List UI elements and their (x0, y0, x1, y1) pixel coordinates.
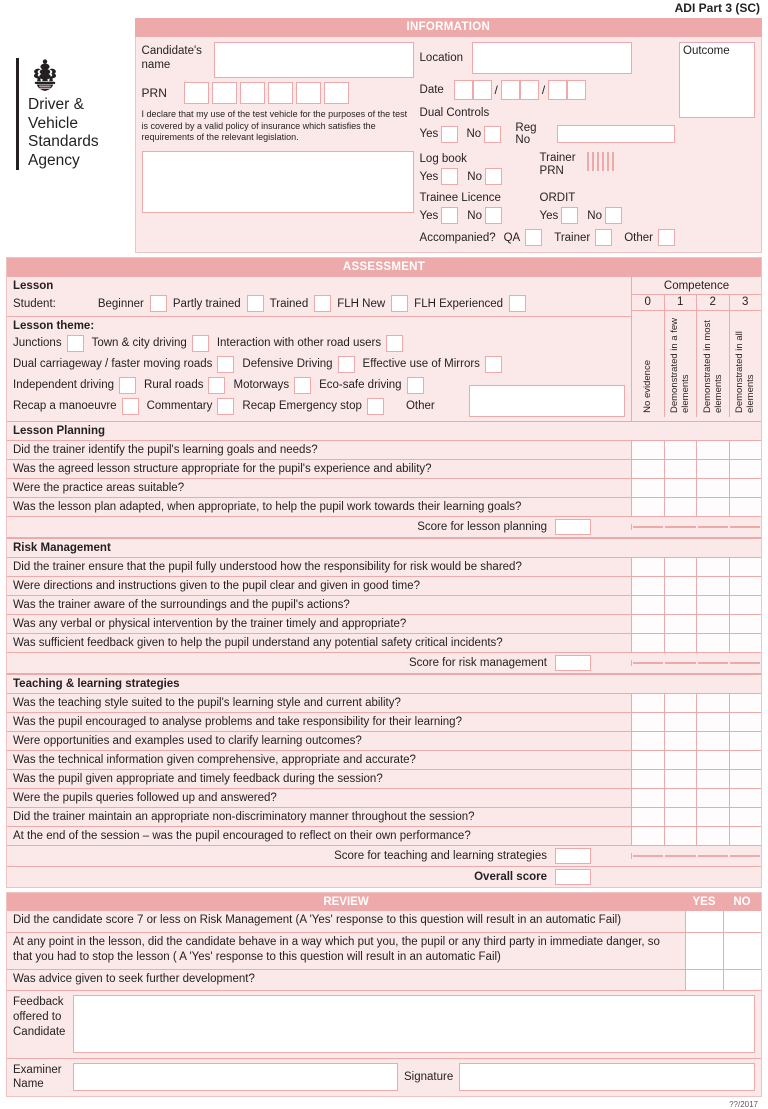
student-flh-new-checkbox[interactable] (391, 295, 408, 312)
theme-other-input[interactable] (469, 385, 625, 417)
theme-row-2 (13, 354, 625, 375)
ordit-label: ORDIT (539, 192, 576, 204)
score-cell-2[interactable] (697, 615, 730, 633)
review-section (6, 892, 762, 1097)
score-cell-0[interactable] (633, 662, 663, 664)
score-cell-1[interactable] (665, 479, 698, 497)
trainer-prn-box-1[interactable] (587, 152, 589, 171)
ordit-yes-label: Yes (539, 209, 559, 222)
score-cell-3[interactable] (730, 694, 762, 712)
candidate-name-label: Candidate's name (141, 45, 202, 71)
score-cell-2[interactable] (697, 460, 730, 478)
review-no-cell[interactable] (723, 933, 761, 969)
information-section (6, 18, 762, 253)
trainee-licence-yes-label: Yes (419, 209, 439, 222)
score-cell-2[interactable] (697, 634, 730, 652)
ordit-no-label: No (587, 209, 602, 222)
theme-independent-driving-label: Independent driving (13, 379, 115, 391)
score-cell-0[interactable] (632, 713, 665, 731)
student-row (7, 294, 631, 316)
date-year-box-1[interactable] (548, 80, 567, 100)
prn-box-5[interactable] (296, 82, 321, 104)
theme-recap-emergency-stop-checkbox[interactable] (367, 398, 384, 415)
student-option-flh-new-label: FLH New (337, 297, 386, 310)
log-book-yes-label: Yes (419, 170, 439, 183)
score-cell-2[interactable] (697, 751, 730, 769)
score-cell-1[interactable] (665, 713, 698, 731)
information-right-column (675, 42, 755, 246)
information-middle-column (414, 42, 675, 246)
score-cell-0[interactable] (632, 732, 665, 750)
score-cell-2[interactable] (697, 577, 730, 595)
competence-desc-1: Demonstrated in a few elements (669, 317, 692, 413)
theme-junctions-checkbox[interactable] (67, 335, 84, 352)
score-cell-2[interactable] (697, 479, 730, 497)
score-cell-0[interactable] (632, 827, 665, 845)
score-cell-1[interactable] (665, 558, 698, 576)
score-cell-1[interactable] (665, 732, 698, 750)
student-partly-trained-checkbox[interactable] (247, 295, 264, 312)
insurance-declaration-text: I declare that my use of the test vehicle for the purposes of the test is covered by a valid policy of insurance which satisfies the requirements of the relevant legislation. (141, 109, 408, 143)
question-row (7, 460, 761, 479)
competence-column (631, 277, 761, 421)
theme-junctions-label: Junctions (13, 337, 62, 349)
score-cell-3[interactable] (730, 615, 762, 633)
student-option-partly-trained-label: Partly trained (172, 297, 241, 310)
examiner-name-input[interactable] (73, 1063, 398, 1091)
score-cell-1[interactable] (665, 789, 698, 807)
score-cell-0[interactable] (632, 789, 665, 807)
question-text: Were the pupils queries followed up and answered? (13, 791, 277, 804)
outcome-label: Outcome (683, 45, 730, 57)
review-row-1 (7, 911, 761, 933)
score-cell-0[interactable] (632, 596, 665, 614)
trainer-prn-box-4[interactable] (602, 152, 604, 171)
score-cell-3[interactable] (730, 479, 762, 497)
theme-recap-manoeuvre-checkbox[interactable] (122, 398, 139, 415)
question-row (7, 479, 761, 498)
question-text: Was the pupil given appropriate and timely feedback during the session? (13, 772, 383, 785)
date-label: Date (419, 84, 444, 96)
competence-number-0: 0 (632, 295, 665, 310)
score-cell-3[interactable] (730, 577, 762, 595)
score-cell-2[interactable] (697, 558, 730, 576)
signature-input[interactable] (459, 1063, 755, 1091)
information-band-title: INFORMATION (135, 18, 762, 37)
score-cell-1[interactable] (665, 526, 695, 528)
score-input-risk-management[interactable] (555, 655, 591, 671)
score-cell-3[interactable] (730, 855, 760, 857)
trainer-prn-box-3[interactable] (597, 152, 599, 171)
dvsa-logo (6, 18, 135, 253)
location-input[interactable] (472, 42, 632, 74)
lesson-heading: Lesson (13, 280, 54, 292)
signature-label: Signature (404, 1071, 454, 1083)
score-cell-2[interactable] (698, 855, 728, 857)
score-cell-3[interactable] (730, 662, 760, 664)
dual-controls-label: Dual Controls (419, 107, 490, 119)
section-teaching-learning-strategies (7, 674, 761, 887)
theme-motorways-label: Motorways (233, 379, 290, 391)
score-cell-2[interactable] (697, 789, 730, 807)
royal-crest-icon (28, 58, 62, 92)
score-input-lesson-planning[interactable] (555, 519, 591, 535)
score-cell-3[interactable] (730, 596, 762, 614)
score-cell-3[interactable] (730, 558, 762, 576)
theme-defensive-driving-label: Defensive Driving (242, 358, 333, 370)
score-cell-0[interactable] (632, 479, 665, 497)
question-row (7, 634, 761, 653)
score-cell-2[interactable] (698, 662, 728, 664)
outcome-field[interactable] (679, 42, 755, 118)
score-cell-3[interactable] (730, 808, 762, 826)
question-row (7, 558, 761, 577)
question-text: Was sufficient feedback given to help the pupil understand any potential safety critical incidents? (13, 636, 503, 649)
score-cell-1[interactable] (665, 596, 698, 614)
score-row-teaching-learning (7, 846, 761, 867)
candidate-name-input[interactable] (214, 42, 414, 78)
document-header (6, 0, 762, 18)
theme-rural-roads-label: Rural roads (144, 379, 204, 391)
assessment-section (6, 257, 762, 888)
score-cell-2[interactable] (698, 526, 728, 528)
logo-line-2: Standards (28, 133, 99, 150)
competence-number-row (632, 295, 761, 311)
competence-number-2: 2 (697, 295, 730, 310)
section-title-risk-management: Risk Management (7, 539, 761, 558)
score-cell-1[interactable] (665, 694, 698, 712)
section-title-lesson-planning: Lesson Planning (7, 422, 761, 441)
theme-dual-carriageway-checkbox[interactable] (217, 356, 234, 373)
score-cell-1[interactable] (665, 498, 698, 516)
trainee-licence-yes-checkbox[interactable] (441, 207, 458, 224)
declaration-signature-box[interactable] (142, 151, 414, 213)
question-row (7, 713, 761, 732)
theme-interaction-checkbox[interactable] (386, 335, 403, 352)
theme-row-1 (13, 333, 625, 354)
score-cell-3[interactable] (730, 732, 762, 750)
theme-commentary-checkbox[interactable] (217, 398, 234, 415)
score-cell-0[interactable] (632, 498, 665, 516)
review-no-cell[interactable] (723, 970, 761, 991)
score-cell-3[interactable] (730, 789, 762, 807)
score-cell-0[interactable] (632, 441, 665, 459)
student-trained-checkbox[interactable] (314, 295, 331, 312)
question-row (7, 751, 761, 770)
lesson-theme-block (7, 317, 631, 421)
question-row (7, 789, 761, 808)
score-cell-0[interactable] (632, 770, 665, 788)
score-cell-0[interactable] (632, 634, 665, 652)
question-text: At the end of the session – was the pupil encouraged to reflect on their own performance? (13, 829, 471, 842)
score-cell-0[interactable] (632, 615, 665, 633)
competence-description-row (632, 311, 761, 417)
score-cell-2[interactable] (697, 732, 730, 750)
prn-box-4[interactable] (268, 82, 293, 104)
reg-no-input[interactable] (557, 125, 675, 143)
reg-no-label: Reg No (515, 122, 537, 146)
question-text: Were opportunities and examples used to clarify learning outcomes? (13, 734, 362, 747)
logo-line-3: Agency (28, 151, 80, 169)
score-cell-1[interactable] (665, 770, 698, 788)
competence-title: Competence (632, 277, 761, 295)
student-flh-experienced-checkbox[interactable] (509, 295, 526, 312)
question-text: Was the trainer aware of the surroundings and the pupil's actions? (13, 598, 350, 611)
score-cell-3[interactable] (730, 827, 762, 845)
dual-controls-yes-checkbox[interactable] (441, 126, 458, 143)
log-book-yes-checkbox[interactable] (441, 168, 458, 185)
date-day-box-2[interactable] (473, 80, 492, 100)
accompanied-option-other-label: Other (624, 231, 653, 244)
trainee-licence-label: Trainee Licence (419, 192, 501, 204)
question-text: Was the lesson plan adapted, when appropriate, to help the pupil work towards their learning goals? (13, 500, 522, 513)
student-beginner-checkbox[interactable] (150, 295, 167, 312)
review-yes-cell[interactable] (685, 970, 723, 991)
document-code: ADI Part 3 (SC) (674, 1, 760, 15)
log-book-no-checkbox[interactable] (485, 168, 502, 185)
review-question-text: At any point in the lesson, did the candidate behave in a way which put you, the pupil or any third party in immediate danger, so that you had to stop the lesson ( A 'Yes' response to this question will result in an automatic Fail) (13, 935, 660, 963)
trainer-prn-box-6[interactable] (612, 152, 614, 171)
review-row-2 (7, 933, 761, 970)
trainer-prn-box-2[interactable] (592, 152, 594, 171)
score-cell-0[interactable] (632, 460, 665, 478)
theme-mirrors-label: Effective use of Mirrors (362, 358, 480, 370)
question-row (7, 577, 761, 596)
information-left-column (142, 42, 414, 246)
score-cell-3[interactable] (730, 441, 762, 459)
score-cell-2[interactable] (697, 827, 730, 845)
prn-box-6[interactable] (324, 82, 349, 104)
question-row (7, 694, 761, 713)
question-text: Was the agreed lesson structure appropriate for the pupil's experience and ability? (13, 462, 432, 475)
date-year-box-2[interactable] (567, 80, 586, 100)
score-cell-0[interactable] (632, 694, 665, 712)
review-no-cell[interactable] (723, 911, 761, 932)
review-yes-cell[interactable] (685, 933, 723, 969)
question-row (7, 770, 761, 789)
question-row (7, 596, 761, 615)
review-header-row (7, 893, 761, 911)
theme-eco-safe-checkbox[interactable] (407, 377, 424, 394)
score-row-lesson-planning (7, 517, 761, 538)
accompanied-option-qa-label: QA (503, 231, 521, 244)
lesson-theme-heading: Lesson theme: (13, 320, 95, 332)
theme-rural-roads-checkbox[interactable] (208, 377, 225, 394)
student-option-flh-experienced-label: FLH Experienced (414, 297, 504, 310)
score-cell-1[interactable] (665, 460, 698, 478)
score-cell-2[interactable] (697, 808, 730, 826)
score-cell-3[interactable] (730, 634, 762, 652)
theme-eco-safe-label: Eco-safe driving (319, 379, 402, 391)
question-text: Were directions and instructions given to the pupil clear and given in good time? (13, 579, 420, 592)
date-month-box-2[interactable] (520, 80, 539, 100)
dual-controls-yes-label: Yes (419, 128, 439, 140)
review-question-text: Did the candidate score 7 or less on Risk Management (A 'Yes' response to this question will result in an automatic Fail) (13, 914, 622, 926)
footer-revision-date: ??/2017 (729, 1100, 758, 1109)
score-cell-3[interactable] (730, 770, 762, 788)
trainer-prn-box-5[interactable] (607, 152, 609, 171)
score-cell-0[interactable] (632, 751, 665, 769)
feedback-input[interactable] (73, 995, 755, 1053)
score-cell-1[interactable] (665, 577, 698, 595)
score-cell-2[interactable] (697, 498, 730, 516)
ordit-yes-checkbox[interactable] (561, 207, 578, 224)
score-cell-3[interactable] (730, 526, 760, 528)
score-cell-1[interactable] (665, 808, 698, 826)
review-no-header: NO (733, 896, 751, 908)
competence-number-1: 1 (665, 295, 698, 310)
logo-line-1: Driver & Vehicle (28, 96, 84, 132)
score-cell-0[interactable] (633, 526, 663, 528)
score-label-lesson-planning: Score for lesson planning (417, 521, 547, 533)
question-text: Were the practice areas suitable? (13, 481, 185, 494)
overall-score-label: Overall score (474, 871, 547, 883)
score-cell-1[interactable] (665, 615, 698, 633)
accompanied-other-checkbox[interactable] (658, 229, 675, 246)
accompanied-qa-checkbox[interactable] (525, 229, 542, 246)
accompanied-option-trainer-label: Trainer (554, 231, 591, 244)
score-row-risk-management (7, 653, 761, 674)
theme-defensive-driving-checkbox[interactable] (338, 356, 355, 373)
score-cell-3[interactable] (730, 751, 762, 769)
date-separator-1: / (494, 83, 498, 97)
question-row (7, 827, 761, 846)
score-cell-3[interactable] (730, 713, 762, 731)
assessment-band-title: ASSESSMENT (7, 258, 761, 277)
competence-number-3: 3 (742, 296, 749, 308)
question-row (7, 498, 761, 517)
section-title-teaching-learning: Teaching & learning strategies (7, 675, 761, 694)
competence-desc-0: No evidence (642, 360, 654, 413)
accompanied-label: Accompanied? (419, 231, 496, 244)
score-cell-2[interactable] (697, 441, 730, 459)
question-row (7, 615, 761, 634)
prn-box-3[interactable] (240, 82, 265, 104)
review-band-title: REVIEW (323, 896, 369, 908)
competence-desc-2: Demonstrated in most elements (701, 320, 724, 413)
prn-label: PRN (141, 86, 167, 100)
student-option-beginner-label: Beginner (97, 297, 144, 310)
score-cell-1[interactable] (665, 855, 695, 857)
trainee-licence-no-checkbox[interactable] (485, 207, 502, 224)
ordit-no-checkbox[interactable] (605, 207, 622, 224)
score-cell-1[interactable] (665, 662, 695, 664)
theme-town-city-checkbox[interactable] (192, 335, 209, 352)
date-separator-2: / (541, 83, 546, 97)
student-option-trained-label: Trained (269, 297, 309, 310)
score-cell-1[interactable] (665, 441, 698, 459)
lesson-block (7, 277, 631, 317)
score-cell-2[interactable] (697, 770, 730, 788)
score-label-risk-management: Score for risk management (408, 657, 547, 669)
date-month-box-1[interactable] (501, 80, 520, 100)
score-cell-0[interactable] (632, 808, 665, 826)
score-cell-2[interactable] (697, 713, 730, 731)
review-row-3 (7, 970, 761, 992)
prn-box-2[interactable] (212, 82, 237, 104)
dual-controls-no-checkbox[interactable] (484, 126, 501, 143)
score-cell-0[interactable] (633, 855, 663, 857)
section-risk-management (7, 538, 761, 674)
score-cell-1[interactable] (665, 751, 698, 769)
accompanied-trainer-checkbox[interactable] (595, 229, 612, 246)
log-book-no-label: No (467, 170, 482, 183)
section-lesson-planning (7, 421, 761, 538)
score-cell-1[interactable] (665, 634, 698, 652)
trainee-licence-no-label: No (467, 209, 482, 222)
examiner-name-label: Examiner Name (13, 1064, 62, 1090)
score-cell-3[interactable] (730, 498, 762, 516)
examiner-row (7, 1059, 761, 1096)
question-text: Was the teaching style suited to the pupil's learning style and current ability? (13, 696, 401, 709)
accompanied-row (420, 229, 675, 246)
theme-motorways-checkbox[interactable] (294, 377, 311, 394)
overall-score-row (7, 867, 761, 887)
score-cell-0[interactable] (632, 577, 665, 595)
theme-independent-driving-checkbox[interactable] (119, 377, 136, 394)
score-cell-1[interactable] (665, 827, 698, 845)
score-cell-2[interactable] (697, 596, 730, 614)
competence-desc-3: Demonstrated in all elements (734, 331, 757, 413)
theme-recap-manoeuvre-label: Recap a manoeuvre (13, 400, 117, 412)
question-text: Was the pupil encouraged to analyse problems and take responsibility for their learning? (13, 715, 462, 728)
theme-interaction-label: Interaction with other road users (216, 337, 382, 349)
dual-controls-no-label: No (466, 128, 482, 140)
theme-commentary-label: Commentary (146, 400, 213, 412)
log-book-label: Log book (419, 153, 467, 165)
theme-mirrors-checkbox[interactable] (485, 356, 502, 373)
review-question-text: Was advice given to seek further development? (13, 972, 255, 985)
question-row (7, 732, 761, 751)
question-text: Did the trainer ensure that the pupil fully understood how the responsibility for risk would be shared? (13, 560, 522, 573)
question-text: Was the technical information given comprehensive, appropriate and accurate? (13, 753, 416, 766)
location-label: Location (419, 52, 464, 64)
date-day-box-1[interactable] (454, 80, 473, 100)
question-text: Was any verbal or physical intervention by the trainer timely and appropriate? (13, 617, 407, 630)
prn-box-1[interactable] (184, 82, 209, 104)
question-row (7, 441, 761, 460)
score-cell-0[interactable] (632, 558, 665, 576)
theme-other-label: Other (405, 400, 435, 412)
score-cell-2[interactable] (697, 694, 730, 712)
trainer-prn-label: Trainer PRN (539, 152, 576, 177)
theme-town-city-label: Town & city driving (91, 337, 187, 349)
theme-recap-emergency-stop-label: Recap Emergency stop (242, 400, 362, 412)
score-cell-3[interactable] (730, 460, 762, 478)
review-yes-cell[interactable] (685, 911, 723, 932)
review-yes-header: YES (692, 896, 716, 908)
question-text: Did the trainer identify the pupil's learning goals and needs? (13, 443, 318, 456)
feedback-label: Feedback offered to Candidate (13, 996, 66, 1038)
score-input-teaching-learning[interactable] (555, 848, 591, 864)
overall-score-input[interactable] (555, 869, 591, 885)
feedback-row (7, 991, 761, 1059)
question-row (7, 808, 761, 827)
student-label: Student: (13, 297, 56, 310)
theme-dual-carriageway-label: Dual carriageway / faster moving roads (13, 358, 213, 370)
question-text: Did the trainer maintain an appropriate non-discriminatory manner throughout the session? (13, 810, 475, 823)
score-label-teaching-learning: Score for teaching and learning strategies (334, 850, 547, 862)
